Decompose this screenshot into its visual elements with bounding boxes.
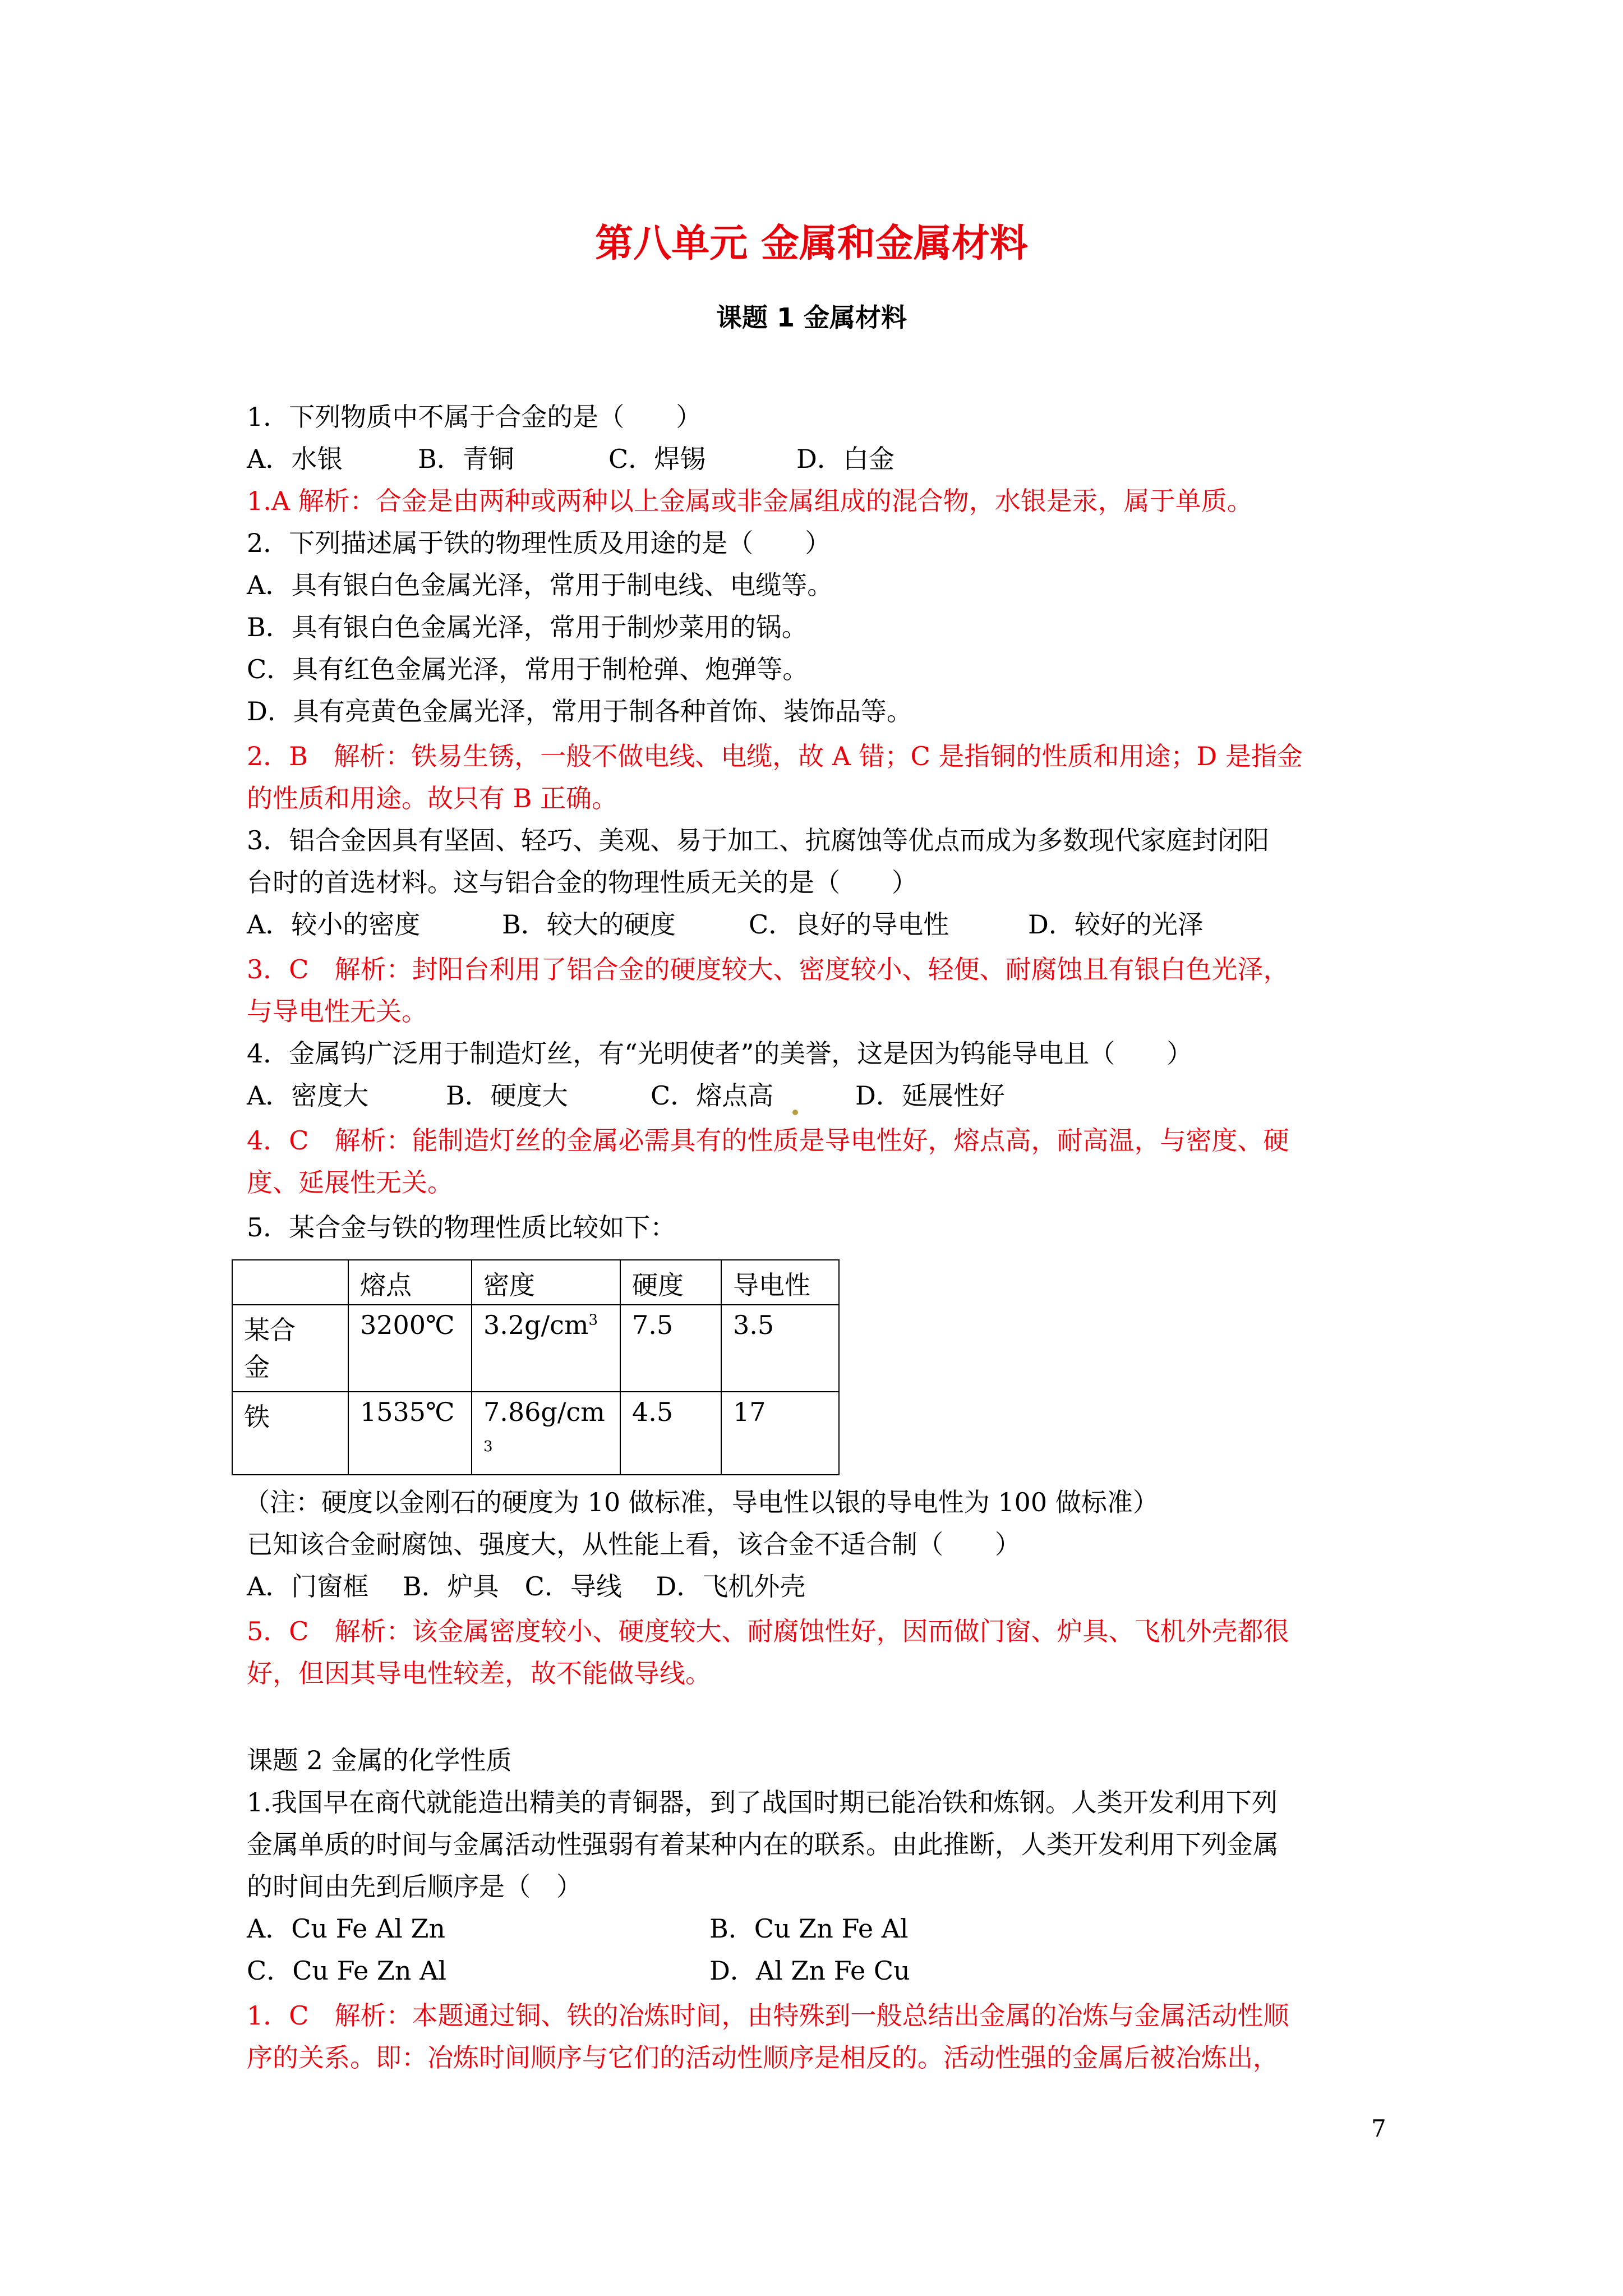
stray-dot-mark	[792, 1110, 798, 1115]
q2-stem: 2．下列描述属于铁的物理性质及用途的是（ ）	[247, 528, 831, 558]
q3-stem-line-1: 3．铝合金因具有坚固、轻巧、美观、易于加工、抗腐蚀等优点而成为多数现代家庭封闭阳	[247, 825, 1270, 855]
table-cell: 4.5	[620, 1392, 721, 1475]
q5-options: A．门窗框 B．炉具 C．导线 D．飞机外壳	[247, 1571, 806, 1602]
q1-option-b: B．青铜	[418, 444, 514, 474]
density-superscript-wrapped: 3	[483, 1438, 493, 1455]
table-header-cell: 导电性	[721, 1260, 839, 1305]
section2-option-b: B．Cu Zn Fe Al	[709, 1913, 909, 1944]
table-cell-density	[472, 1305, 620, 1392]
q2-option-a: A．具有银白色金属光泽，常用于制电线、电缆等。	[247, 570, 833, 600]
q2-answer-line-1: 2．B 解析：铁易生锈，一般不做电线、电缆，故 A 错；C 是指铜的性质和用途；D 是指金	[247, 741, 1303, 771]
page-title: 第八单元 金属和金属材料	[595, 222, 1028, 266]
table-row	[232, 1305, 839, 1392]
density-superscript: 3	[588, 1312, 598, 1329]
q1-option-d: D．白金	[796, 444, 895, 474]
q2-option-d: D．具有亮黄色金属光泽，常用于制各种首饰、装饰品等。	[247, 696, 912, 726]
q1-option-a: A．水银	[247, 444, 343, 474]
page-number: 7	[1371, 2115, 1386, 2142]
row1-name-line-2: 金	[244, 1352, 270, 1382]
q3-option-b: B．较大的硬度	[502, 909, 676, 940]
q1-option-c: C．焊锡	[608, 444, 706, 474]
q3-answer-line-1: 3．C 解析：封阳台利用了铝合金的硬度较大、密度较小、轻便、耐腐蚀且有银白色光泽，	[247, 954, 1289, 984]
q3-answer-line-2: 与导电性无关。	[247, 996, 427, 1027]
q3-option-d: D．较好的光泽	[1028, 909, 1204, 940]
section2-stem-line-3: 的时间由先到后顺序是（ ）	[247, 1871, 582, 1902]
section2-answer-line-1: 1．C 解析：本题通过铜、铁的冶炼时间，由特殊到一般总结出金属的冶炼与金属活动性顺	[247, 2000, 1289, 2031]
lesson-title: 课题 1 金属材料	[716, 302, 907, 333]
table-cell-name: 铁	[232, 1392, 348, 1475]
section2-option-a: A．Cu Fe Al Zn	[247, 1913, 446, 1944]
properties-table	[232, 1259, 840, 1475]
q5-stem: 5．某合金与铁的物理性质比较如下：	[247, 1212, 676, 1243]
q4-option-d: D．延展性好	[855, 1080, 1005, 1111]
q5-note: （注：硬度以金刚石的硬度为 10 做标准，导电性以银的导电性为 100 做标准）	[244, 1487, 1159, 1517]
q4-stem: 4．金属钨广泛用于制造灯丝，有“光明使者”的美誉，这是因为钨能导电且（ ）	[247, 1038, 1193, 1069]
q1-answer: 1.A 解析：合金是由两种或两种以上金属或非金属组成的混合物，水银是汞，属于单质。	[247, 486, 1253, 516]
table-header-cell: 硬度	[620, 1260, 721, 1305]
density-value: 7.86g/cm	[483, 1397, 605, 1427]
table-header-cell	[232, 1260, 348, 1305]
q3-option-c: C．良好的导电性	[749, 909, 949, 940]
table-cell: 3.5	[721, 1305, 839, 1392]
table-header-cell: 密度	[472, 1260, 620, 1305]
section2-answer-line-2: 序的关系。即：冶炼时间顺序与它们的活动性顺序是相反的。活动性强的金属后被冶炼出，	[247, 2042, 1279, 2073]
table-cell-name	[232, 1305, 348, 1392]
table-cell-density	[472, 1392, 620, 1475]
table-row	[232, 1392, 839, 1475]
q5-answer-line-2: 好，但因其导电性较差，故不能做导线。	[247, 1658, 711, 1688]
section2-option-d: D．Al Zn Fe Cu	[709, 1955, 910, 1986]
section2-stem-line-2: 金属单质的时间与金属活动性强弱有着某种内在的联系。由此推断，人类开发利用下列金属	[247, 1829, 1279, 1860]
table-header-cell: 熔点	[348, 1260, 472, 1305]
q4-answer-line-1: 4．C 解析：能制造灯丝的金属必需具有的性质是导电性好，熔点高，耐高温，与密度、硬	[247, 1125, 1289, 1156]
section2-option-c: C．Cu Fe Zn Al	[247, 1955, 447, 1986]
q4-option-a: A．密度大	[247, 1080, 369, 1111]
q3-option-a: A．较小的密度	[247, 909, 421, 940]
section2-stem-line-1: 1.我国早在商代就能造出精美的青铜器，到了战国时期已能冶铁和炼钢。人类开发利用下列	[247, 1787, 1278, 1818]
table-cell: 1535℃	[348, 1392, 472, 1475]
q2-option-b: B．具有银白色金属光泽，常用于制炒菜用的锅。	[247, 612, 808, 642]
row1-name-line-1: 某合	[244, 1315, 296, 1345]
q4-option-c: C．熔点高	[651, 1080, 774, 1111]
q5-answer-line-1: 5．C 解析：该金属密度较小、硬度较大、耐腐蚀性好，因而做门窗、炉具、飞机外壳都很	[247, 1616, 1289, 1646]
table-header-row	[232, 1260, 839, 1305]
q1-stem: 1．下列物质中不属于合金的是（ ）	[247, 402, 702, 432]
section2-title: 课题 2 金属的化学性质	[247, 1745, 512, 1775]
q4-option-b: B．硬度大	[446, 1080, 568, 1111]
q3-stem-line-2: 台时的首选材料。这与铝合金的物理性质无关的是（ ）	[247, 867, 917, 898]
q4-answer-line-2: 度、延展性无关。	[247, 1167, 453, 1198]
table-cell: 17	[721, 1392, 839, 1475]
q2-answer-line-2: 的性质和用途。故只有 B 正确。	[247, 783, 618, 813]
density-value: 3.2g/cm	[483, 1310, 589, 1340]
q5-ask: 已知该合金耐腐蚀、强度大，从性能上看，该合金不适合制（ ）	[247, 1529, 1021, 1559]
table-cell: 3200℃	[348, 1305, 472, 1392]
table-cell: 7.5	[620, 1305, 721, 1392]
q2-option-c: C．具有红色金属光泽，常用于制枪弹、炮弹等。	[247, 654, 809, 684]
